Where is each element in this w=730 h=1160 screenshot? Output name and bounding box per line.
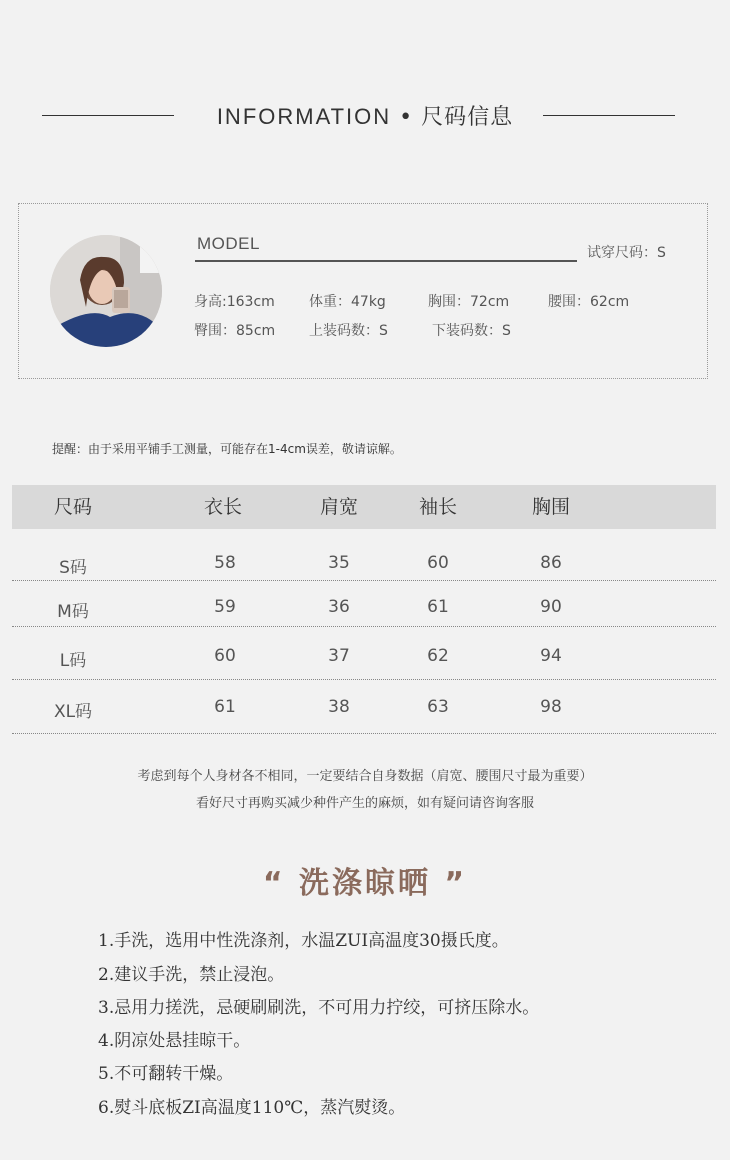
remark-line-2: 看好尺寸再购买减少种件产生的麻烦，如有疑问请咨询客服 xyxy=(195,796,534,811)
header-bust: 胸围 xyxy=(531,496,571,518)
remark-line-1: 考虑到每个人身材各不相同，一定要结合自身数据（肩宽、腰围尺寸最为重要） xyxy=(137,769,593,784)
model-label: MODEL xyxy=(197,234,260,253)
model-card xyxy=(18,203,708,379)
wash-item: 3.忌用力搓洗，忌硬刷刷洗，不可用力拧绞，可挤压除水。 xyxy=(98,998,540,1018)
stat-weight: 体重：47kg xyxy=(309,294,386,310)
header-shoulder: 肩宽 xyxy=(319,496,359,518)
model-underline xyxy=(195,260,577,262)
table-cell: 35 xyxy=(328,553,350,573)
table-cell: 38 xyxy=(328,697,350,717)
row-divider xyxy=(12,580,716,582)
title-dot: • xyxy=(399,105,414,130)
header-size: 尺码 xyxy=(53,496,93,518)
title-en: INFORMATION xyxy=(216,104,392,129)
table-cell: 61 xyxy=(214,697,236,717)
table-cell: 98 xyxy=(540,697,562,717)
header-sleeve: 袖长 xyxy=(418,496,458,518)
stat-waist: 腰围：62cm xyxy=(548,294,630,310)
row-divider xyxy=(12,733,716,735)
table-cell: 90 xyxy=(540,597,562,617)
section-title xyxy=(0,100,730,131)
table-cell: 62 xyxy=(427,646,449,666)
stat-height: 身高:163cm xyxy=(194,294,275,310)
table-cell: M码 xyxy=(57,602,89,622)
table-cell: 36 xyxy=(328,597,350,617)
table-cell: S码 xyxy=(59,558,87,578)
stat-hip: 臀围：85cm xyxy=(194,323,276,339)
wash-item: 4.阴凉处悬挂晾干。 xyxy=(98,1031,251,1051)
row-divider xyxy=(12,679,716,681)
wash-item: 2.建议手洗，禁止浸泡。 xyxy=(98,965,285,985)
wash-item: 5.不可翻转干燥。 xyxy=(98,1064,234,1084)
measurement-note: 提醒：由于采用平铺手工测量，可能存在1-4cm误差，敬请谅解。 xyxy=(52,442,402,456)
stat-top-size: 上装码数：S xyxy=(309,323,388,339)
wash-item: 6.熨斗底板ZI高温度110℃，蒸汽熨烫。 xyxy=(98,1098,406,1118)
table-cell: 86 xyxy=(540,553,562,573)
table-cell: L码 xyxy=(59,651,87,671)
wash-item: 1.手洗，选用中性洗涤剂，水温ZUI高温度30摄氏度。 xyxy=(98,931,509,951)
stat-bust: 胸围：72cm xyxy=(428,294,510,310)
header-length: 衣长 xyxy=(203,496,243,518)
table-cell: 60 xyxy=(427,553,449,573)
table-cell: 59 xyxy=(214,597,236,617)
table-cell: XL码 xyxy=(53,702,93,722)
table-cell: 94 xyxy=(540,646,562,666)
size-table-header xyxy=(12,485,716,529)
table-cell: 37 xyxy=(328,646,350,666)
row-divider xyxy=(12,626,716,628)
model-avatar xyxy=(50,235,162,347)
table-cell: 63 xyxy=(427,697,449,717)
table-cell: 61 xyxy=(427,597,449,617)
wash-title: “ 洗涤晾晒 ” xyxy=(262,866,468,901)
stat-bottom-size: 下装码数：S xyxy=(432,323,511,339)
tryon-size: 试穿尺码：S xyxy=(587,245,666,261)
table-cell: 58 xyxy=(214,553,236,573)
table-cell: 60 xyxy=(214,646,236,666)
title-cn: 尺码信息 xyxy=(421,105,514,130)
